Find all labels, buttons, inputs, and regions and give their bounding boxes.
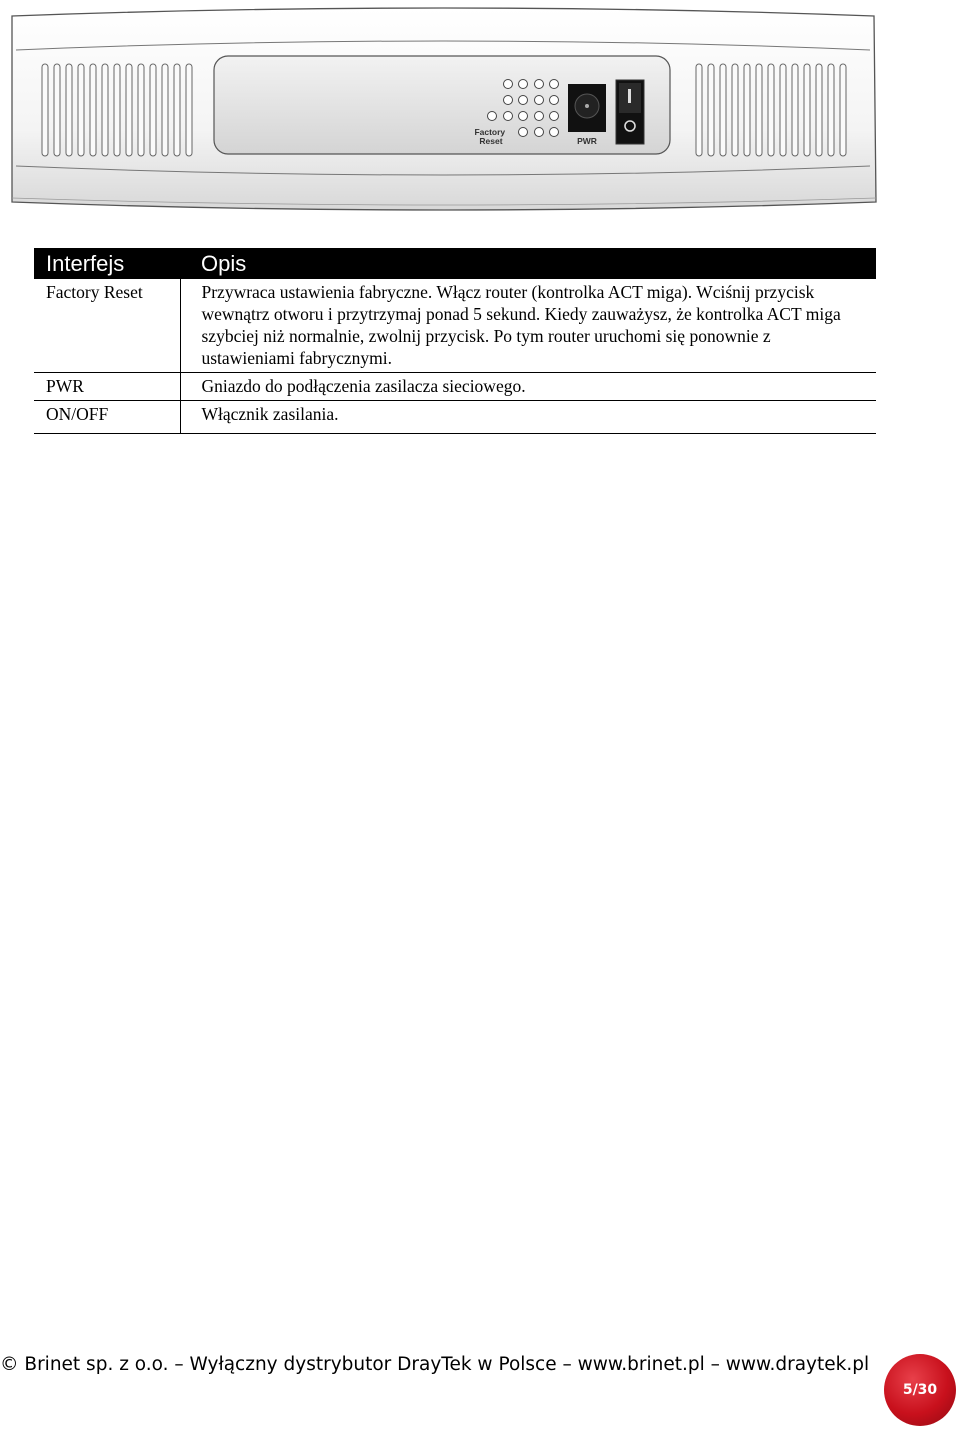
page-number-badge: 5/30 [884,1354,956,1426]
column-header-interface: Interfejs [34,248,180,279]
footer-copyright: © Brinet sp. z o.o. – Wyłączny dystrybutor DrayTek w Polsce – www.brinet.pl – www.draytek.pl [0,1354,870,1375]
router-rear-panel-illustration [8,6,880,218]
column-header-description: Opis [180,248,876,279]
table-row [34,279,876,373]
power-switch [616,80,644,144]
table-row [34,373,876,401]
pwr-label: PWR [577,136,597,146]
interface-name: PWR [34,373,180,401]
power-jack [568,84,606,132]
interface-description: Gniazdo do podłączenia zasilacza sieciowego. [180,373,876,401]
interface-name: ON/OFF [34,401,180,434]
interface-description: Przywraca ustawienia fabryczne. Włącz router (kontrolka ACT miga). Wciśnij przycisk wewnątrz otworu i przytrzymaj ponad 5 sekund. Kiedy zauważysz, że kontrolka ACT miga szybciej niż normalnie, zwolnij przycisk. Po tym router uruchomi się ponownie z ustawieniami fabrycznymi. [180,279,876,373]
table-row [34,401,876,434]
factory-reset-label: Factory Reset [474,127,506,146]
interface-table [34,248,876,434]
interface-name: Factory Reset [34,279,180,373]
table-header-row [34,248,876,279]
interface-description: Włącznik zasilania. [180,401,876,434]
